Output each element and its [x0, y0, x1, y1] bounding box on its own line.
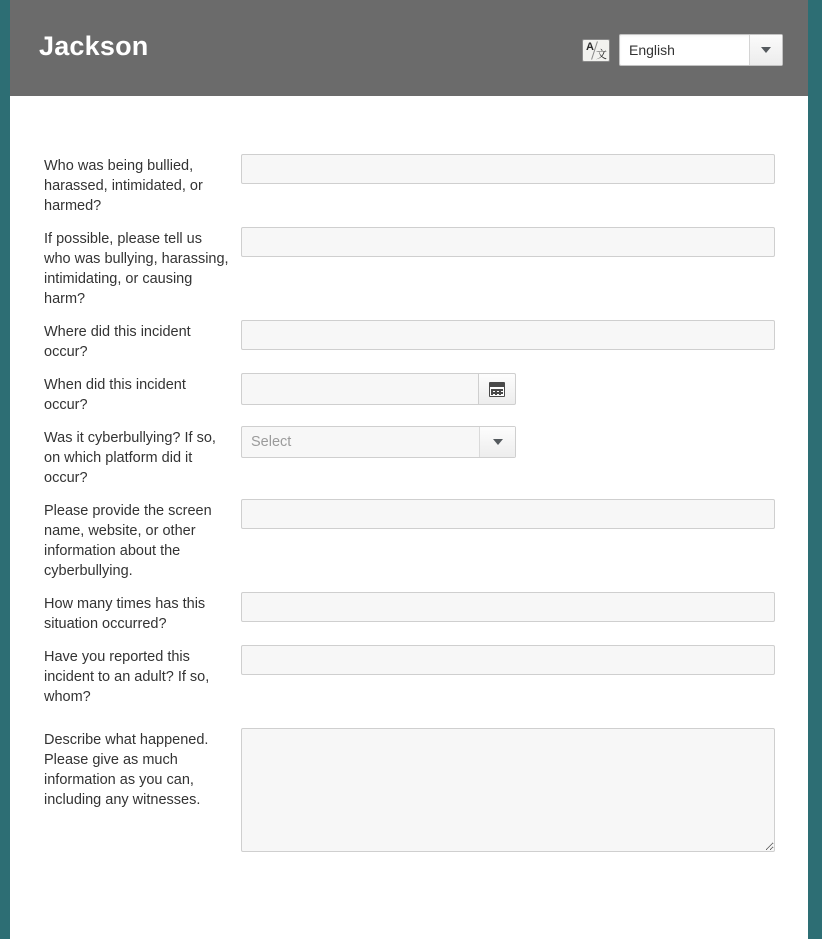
form-row-date: [10, 373, 808, 415]
form-row-occurrences: [10, 592, 808, 634]
chevron-down-icon: [493, 439, 503, 445]
form-row-victim: [10, 154, 808, 216]
translate-icon-glyph: 文: [596, 48, 607, 61]
content-frame: [10, 0, 808, 939]
field-label: When did this incident occur?: [44, 377, 186, 413]
field-control: [230, 592, 808, 622]
translate-icon-letter: A: [586, 40, 594, 53]
cyberbullying-details-input[interactable]: [241, 499, 775, 529]
field-control: [230, 426, 808, 458]
field-control: [230, 320, 808, 350]
victim-name-input[interactable]: [241, 154, 775, 184]
calendar-button[interactable]: [478, 373, 516, 405]
field-label: Describe what happened. Please give as much information as you can, including any witnesses.: [44, 732, 209, 808]
field-label: Have you reported this incident to an adult? If so, whom?: [44, 649, 210, 705]
incident-location-input[interactable]: [241, 320, 775, 350]
language-select[interactable]: [619, 34, 783, 66]
field-control: [230, 728, 808, 857]
select-caret[interactable]: [479, 427, 515, 457]
field-control: [230, 154, 808, 184]
form-row-platform: [10, 426, 808, 488]
incident-description-textarea[interactable]: [241, 728, 775, 852]
form-row-aggressor: [10, 227, 808, 309]
translate-icon[interactable]: [582, 39, 610, 62]
date-picker[interactable]: [241, 373, 516, 405]
field-label: How many times has this situation occurred?: [44, 596, 206, 632]
occurrence-count-input[interactable]: [241, 592, 775, 622]
language-select-value: English: [629, 42, 675, 58]
form-row-cyber-details: [10, 499, 808, 581]
reported-to-adult-input[interactable]: [241, 645, 775, 675]
page-title: Jackson: [39, 31, 149, 61]
field-control: [230, 373, 808, 405]
form-row-location: [10, 320, 808, 362]
site-header: [10, 0, 808, 96]
aggressor-name-input[interactable]: [241, 227, 775, 257]
calendar-icon: [489, 382, 505, 397]
field-label: Please provide the screen name, website, or other information about the cyberbullying.: [44, 503, 212, 579]
field-label: Who was being bullied, harassed, intimidated, or harmed?: [44, 158, 203, 214]
incident-report-form: [10, 96, 808, 857]
form-row-reported: [10, 645, 808, 707]
select-value: Select: [251, 434, 292, 450]
field-control: [230, 227, 808, 257]
field-control: [230, 499, 808, 529]
field-control: [230, 645, 808, 675]
form-row-description: [10, 728, 808, 857]
language-select-caret[interactable]: [749, 35, 782, 65]
field-label: Where did this incident occur?: [44, 324, 191, 360]
field-label: If possible, please tell us who was bullying, harassing, intimidating, or causing harm?: [44, 231, 229, 307]
header-controls: [582, 34, 783, 66]
chevron-down-icon: [761, 47, 771, 53]
field-label: Was it cyberbullying? If so, on which platform did it occur?: [44, 430, 216, 486]
incident-date-input[interactable]: [241, 373, 478, 405]
cyberbullying-platform-select[interactable]: [241, 426, 516, 458]
